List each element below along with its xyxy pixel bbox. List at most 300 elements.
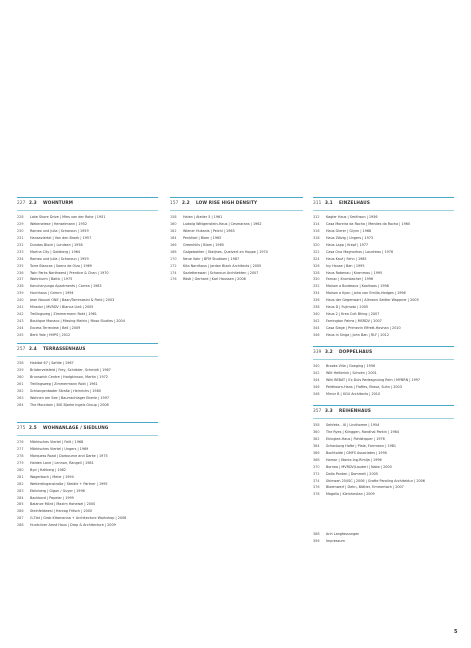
entry-title: Dallo Ponten | Dommeli | 2005 (326, 471, 378, 476)
entry-title: Trellingsveg | Zimmermann Rokt | 1961 (30, 312, 97, 317)
section-page-number: 357 (313, 408, 322, 413)
entry-page-number: 170 (170, 256, 177, 261)
entry-page-number: 234 (17, 256, 24, 261)
entry-title: Huntcliver Amst Hous | Drop & Architecture | 2009 (30, 523, 116, 528)
entry-title: Wagerbach | Meier | 1994 (30, 474, 74, 479)
entry-title: Brooks Villa | Goeging | 1956 (326, 364, 376, 368)
entry-page-number: 346 (313, 332, 320, 337)
entry-page-number: 244 (17, 326, 24, 330)
section-code: 3.2 (325, 349, 333, 354)
section-code: 3.3 (325, 408, 333, 413)
toc-section (313, 405, 454, 498)
toc-entry[interactable] (17, 304, 158, 311)
toc-entry[interactable] (17, 495, 158, 502)
entry-title: Wilt Heitbrink | Scholm | 2001 (326, 370, 377, 375)
entry-page-number: 342 (313, 319, 320, 324)
entry-page-number: 228 (17, 215, 24, 219)
entry-page-number: 344 (313, 377, 320, 382)
entry-title: Haus Zälzig | Ungers | 1973 (326, 235, 374, 240)
toc-entry[interactable] (17, 501, 158, 508)
entry-page-number: 278 (17, 453, 24, 458)
toc-entry[interactable] (313, 377, 454, 384)
entry-page-number: 372 (313, 471, 320, 476)
toc-section (313, 531, 454, 545)
entry-title: Rösti | Gerhard | Karl Haussen | 2008 (183, 277, 246, 282)
section-title: REIHENHAUS (339, 408, 372, 413)
entry-title: Ekinglee-Haus | Pohlstrpper | 1976 (326, 436, 385, 441)
entry-page-number: 164 (170, 235, 177, 240)
entry-title: Borneo | MVRDV/Lauderi | Nabe | 2000 (326, 464, 392, 469)
toc-entry[interactable] (17, 488, 158, 495)
entry-title: Trellingsweg | Zimmermann Rokt | 1961 (30, 381, 98, 386)
toc-entry[interactable] (17, 402, 158, 409)
toc-entry[interactable] (17, 481, 158, 488)
toc-entry[interactable] (313, 304, 454, 311)
toc-entry[interactable] (170, 235, 303, 242)
entry-title: Brüdervetsfeld | Frey, Schröder, Schmidt | 1967 (30, 367, 111, 372)
entry-page-number: 324 (313, 256, 320, 261)
entry-title: Farnac | Krumbacher | 1996 (326, 277, 374, 282)
section-page-number: 227 (17, 200, 26, 205)
entry-page-number: 235 (17, 263, 24, 268)
entry-page-number: 238 (17, 284, 24, 289)
toc-entry[interactable] (17, 325, 158, 332)
entry-title: Torre Blancas | Saenz de Oiza | 1969 (30, 263, 92, 268)
entry-page-number: 370 (313, 464, 320, 469)
toc-entry[interactable] (313, 422, 454, 429)
toc-entry[interactable] (313, 436, 454, 443)
entry-page-number: 232 (17, 242, 24, 247)
entry-page-number: 237 (17, 277, 24, 282)
toc-entry[interactable] (313, 263, 454, 270)
toc-entry[interactable] (17, 256, 158, 263)
entry-title: Hamor | Stanle-Ing-Rimlja | 1996 (326, 457, 382, 462)
toc-entry[interactable] (17, 453, 158, 460)
entry-title: Haus Kauf | Fehn | 1985 (326, 256, 367, 261)
entry-title: Casa Moreira da Rocha | Mendes da Rocha | 1960 (326, 221, 411, 226)
toc-entry[interactable] (17, 332, 158, 339)
toc-entry[interactable] (17, 360, 158, 367)
toc-entry[interactable] (313, 531, 454, 538)
section-page-number: 157 (170, 200, 179, 205)
entry-title: Kagler Haus | Smithson | 1956 (326, 215, 378, 219)
toc-entry[interactable] (313, 276, 454, 283)
entry-page-number: 358 (313, 423, 320, 427)
entry-page-number: 388 (313, 532, 320, 536)
entry-title: Galgebakker | Skeijnes, Quelvert en Hoppe | 1974 (183, 249, 268, 254)
section-code: 2.3 (29, 200, 37, 205)
entry-title: Lake Shore Drive | Mies van der Rohe | 1951 (30, 215, 106, 219)
entry-page-number: 172 (170, 263, 177, 268)
section-page-number: 339 (313, 349, 322, 354)
toc-entry[interactable] (313, 235, 454, 242)
section-page-number: 257 (17, 346, 26, 351)
entry-title: Twin Parks Northwest | Prentice & Chan | 1970 (30, 270, 109, 275)
toc-entry[interactable] (17, 395, 158, 402)
entry-page-number: 322 (313, 249, 320, 254)
toc-entry[interactable] (313, 457, 454, 464)
entry-page-number: 340 (313, 312, 320, 317)
entry-title: Bent Yale | HHPS | 2012 (30, 332, 71, 337)
toc-section (17, 422, 158, 529)
entry-page-number: 316 (313, 228, 320, 233)
section-code: 3.1 (325, 200, 333, 205)
section-title: WOHNTURM (43, 200, 74, 205)
entry-title: Greenhills | Blom | 1965 (183, 242, 224, 247)
toc-entry[interactable] (313, 478, 454, 485)
section-title: DOPPELHAUS (339, 349, 373, 354)
toc-entry[interactable] (170, 270, 303, 277)
toc-entry[interactable] (17, 381, 158, 388)
entry-page-number: 231 (17, 235, 24, 240)
entry-title: Marina City | Goldberg | 1964 (30, 249, 81, 254)
entry-page-number: 334 (313, 291, 320, 296)
entry-page-number: 283 (17, 488, 24, 493)
entry-page-number: 233 (17, 249, 24, 254)
section-subrule (17, 210, 158, 211)
entry-title: Neue Vahr | BFM Studioen | 1987 (183, 256, 240, 261)
toc-entry[interactable] (313, 318, 454, 325)
entry-title: Schonborg Hofte | Plaie, Forrmann | 1981 (326, 443, 397, 448)
entry-page-number: 348 (313, 391, 320, 396)
toc-entry[interactable] (313, 391, 454, 398)
toc-entry[interactable] (313, 332, 454, 339)
entry-title: Dundas Block | Lundsen | 1958 (30, 242, 83, 247)
entry-page-number: 330 (313, 277, 320, 282)
toc-section (313, 346, 454, 398)
toc-entry[interactable] (17, 263, 158, 270)
entry-title: Weberwiese | Henselmann | 1952 (30, 221, 88, 226)
entry-title: Boutique Monaco | Missing Matrix | Moso Studies | 2004 (30, 319, 125, 324)
entry-page-number: 396 (313, 538, 320, 543)
section-title: LOW RISE HIGH DENSITY (196, 200, 258, 205)
section-heading (313, 408, 454, 418)
entry-title: Wiener Hukanis | Peichl | 1963 (183, 228, 235, 233)
entry-title: Maison a Bordeaux | Koolhaas | 1998 (326, 284, 389, 289)
section-page-number: 311 (313, 200, 322, 205)
toc-entry[interactable] (313, 221, 454, 228)
toc-entry[interactable] (170, 214, 303, 221)
entry-page-number: 314 (313, 221, 320, 226)
entry-title: Peldhoorn-Haus | Flaffes, Ekeoz, Suhn | 2003 (326, 384, 402, 389)
entry-page-number: 312 (313, 215, 320, 219)
section-subrule (17, 435, 158, 436)
entry-page-number: 229 (17, 221, 24, 226)
entry-title: Jean Nouvel ONE | Baan/Tommasini & Field | 2003 (30, 298, 115, 303)
entry-title: The Mountain | BIG Bjarke Ingels Group | 2008 (30, 402, 109, 407)
entry-page-number: 174 (170, 270, 177, 275)
toc-entry[interactable] (17, 270, 158, 277)
entry-page-number: 288 (17, 523, 24, 528)
entry-page-number: 245 (17, 332, 24, 337)
entry-page-number: 362 (313, 436, 320, 441)
entry-page-number: 287 (17, 516, 24, 521)
section-subrule (313, 210, 454, 211)
section-rule (313, 197, 454, 198)
entry-page-number: 261 (17, 381, 24, 386)
entry-title: Haus der Gegenwart | Allmann Sattler Wappner | 2005 (326, 298, 419, 303)
entry-title: Haus 2 | Kreo Cuit Bhing | 2007 (326, 312, 380, 317)
entry-page-number: 284 (17, 495, 24, 500)
entry-page-number: 346 (313, 384, 320, 389)
toc-entry[interactable] (313, 370, 454, 377)
entry-title: Bloemwerf | Dehn, Böttler, Emmertach | 2007 (326, 485, 404, 490)
entry-page-number: 277 (17, 446, 24, 451)
toc-entry[interactable] (17, 235, 158, 242)
entry-title: Marquess Road | Darbourne and Darke | 1975 (30, 453, 108, 458)
entry-title: Haus Lapp | Krepf | 1977 (326, 242, 369, 247)
section-subrule (170, 210, 303, 211)
toc-entry[interactable] (17, 297, 158, 304)
entry-title: Byd | Hallberg | 1982 (30, 467, 66, 472)
toc-entry[interactable] (313, 228, 454, 235)
toc-entry[interactable] (313, 471, 454, 478)
entry-title: Shimsen 25/ISC | 2006 | Grafte Paroling Architektur | 2006 (326, 478, 425, 483)
section-rule (313, 346, 454, 347)
section-subrule (313, 418, 454, 419)
entry-title: Excess Terreview | Bell | 2009 (30, 326, 81, 330)
toc-entry[interactable] (17, 242, 158, 249)
toc-entry[interactable] (17, 508, 158, 515)
section-code: 2.5 (29, 425, 37, 430)
entry-page-number: 282 (17, 481, 24, 486)
entry-title: Romeo und Julia | Scharoun | 1959 (30, 256, 89, 261)
toc-entry[interactable] (17, 522, 158, 529)
toc-entry[interactable] (17, 439, 158, 446)
toc-entry[interactable] (17, 467, 158, 474)
section-heading (313, 200, 454, 210)
entry-page-number: 176 (170, 277, 177, 282)
toc-entry[interactable] (17, 228, 158, 235)
toc-entry[interactable] (170, 221, 303, 228)
toc-entry[interactable] (17, 515, 158, 522)
entry-page-number: 259 (17, 367, 24, 372)
entry-page-number: 338 (313, 305, 320, 310)
toc-entry[interactable] (170, 242, 303, 249)
section-title: WOHNANLAGE / SIEDLUNG (43, 425, 109, 430)
entry-title: Sehfeks - IX | Lindhomm | 1954 (326, 423, 380, 427)
entry-page-number: 336 (313, 298, 320, 303)
entry-title: Kanchanjunga Apartments | Correa | 1983 (30, 284, 102, 289)
entry-page-number: 280 (17, 467, 24, 472)
entry-title: Eblinberg | Gigon / Guyer | 1996 (30, 488, 85, 493)
page-number: 5 (454, 629, 458, 635)
toc-entry[interactable] (17, 460, 158, 467)
entry-page-number: 241 (17, 305, 24, 310)
entry-page-number: 264 (17, 402, 24, 407)
toc-entry[interactable] (17, 214, 158, 221)
section-heading (17, 200, 158, 210)
entry-title: Steinfeldwesl | Herzog Fritsch | 2000 (30, 509, 93, 514)
entry-page-number: 368 (313, 457, 320, 462)
toc-entry[interactable] (313, 283, 454, 290)
toc-entry[interactable] (17, 446, 158, 453)
toc-entry[interactable] (313, 242, 454, 249)
section-rule (17, 422, 158, 423)
entry-page-number: 378 (313, 492, 320, 497)
toc-entry[interactable] (313, 311, 454, 318)
entry-title: Habitat 67 | Safdie | 1967 (30, 361, 74, 365)
entry-page-number: 342 (313, 370, 320, 375)
entry-title: Impressum (326, 538, 345, 543)
toc-entry[interactable] (313, 290, 454, 297)
entry-title: Hansaviertel | Van den Broek | 1957 (30, 235, 92, 240)
entry-page-number: 242 (17, 312, 24, 317)
entry-page-number: 328 (313, 270, 320, 275)
toc-entry[interactable] (17, 474, 158, 481)
toc-entry[interactable] (313, 450, 454, 457)
entry-title: The Ryes | Kilnggen, Randhal Parkin | 1964 (326, 429, 399, 434)
entry-title: Casa Slege | Primevin Effrett-Hovhan | 2010 (326, 326, 401, 330)
toc-entry[interactable] (313, 363, 454, 370)
toc-entry[interactable] (170, 228, 303, 235)
toc-entry[interactable] (313, 538, 454, 545)
section-rule (313, 405, 454, 406)
toc-entry[interactable] (313, 384, 454, 391)
section-code: 2.2 (182, 200, 190, 205)
entry-title: Haus Gierer | Glynn | 1968 (326, 228, 372, 233)
entry-page-number: 258 (17, 361, 24, 365)
toc-entry[interactable] (170, 276, 303, 283)
toc-entry[interactable] (17, 276, 158, 283)
toc-entry[interactable] (313, 325, 454, 332)
entry-page-number: 240 (17, 298, 24, 303)
entry-title: Schlangenbader Straße | Heinrichs | 1980 (30, 388, 101, 393)
entry-title: Halen | Atelier 5 | 1961 (183, 215, 223, 219)
toc-entry[interactable] (313, 491, 454, 498)
entry-page-number: 168 (170, 249, 177, 254)
entry-title: Backbord | Popelar | 1999 (30, 495, 74, 500)
entry-title: Mirador | MVRDV / Blanca Lleó | 2005 (30, 305, 94, 310)
section-subrule (17, 356, 158, 357)
entry-page-number: 276 (17, 440, 24, 444)
toc-entry[interactable] (17, 283, 158, 290)
section-subrule (313, 359, 454, 360)
entry-title: Brunswick Centre | Hodgkinson, Martin | 1972 (30, 374, 108, 379)
toc-section (17, 197, 158, 339)
entry-page-number: 374 (313, 478, 320, 483)
toc-entry[interactable] (313, 256, 454, 263)
toc-entry[interactable] (313, 297, 454, 304)
toc-entry[interactable] (313, 270, 454, 277)
entry-title: Wiki BEBAT | Ex Duis Redesgnuing Rein / MYBRN | 1997 (326, 377, 421, 382)
entry-page-number: 263 (17, 395, 24, 400)
entry-title: Wohnturm | Baltic | 1975 (30, 277, 73, 282)
entry-title: Ivy House | Ban | 1995 (326, 263, 365, 268)
entry-title: Haus in Singa | John Ban | RLF | 2012 (326, 332, 389, 337)
toc-entry[interactable] (170, 263, 303, 270)
toc-section (313, 197, 454, 339)
entry-title: Penkfoel | Blom | 1965 (183, 235, 222, 240)
entry-title: Balance Mönt | Maxim Hoheisel | 2000 (30, 502, 96, 507)
toc-entry[interactable] (17, 221, 158, 228)
entry-title: Kita Nordhaus | Jordan Black Architects | 2005 (183, 263, 262, 268)
toc-entry[interactable] (313, 249, 454, 256)
section-rule (170, 197, 303, 198)
entry-title: Magello | Kleinheutan | 2009 (326, 492, 375, 497)
entry-page-number: 318 (313, 235, 320, 240)
entry-page-number: 326 (313, 263, 320, 268)
toc-entry[interactable] (313, 464, 454, 471)
section-title: EINZELHAUS (339, 200, 371, 205)
entry-title: Wohnen am See | Baumschlager Eberle | 1997 (30, 395, 110, 400)
entry-title: Romeo und Julia | Scharoun | 1959 (30, 228, 89, 233)
toc-entry[interactable] (313, 429, 454, 436)
entry-title: Märkisches Viertel | Feiß | 1968 (30, 440, 84, 444)
entry-page-number: 239 (17, 291, 24, 296)
entry-page-number: 243 (17, 319, 24, 324)
toc-entry[interactable] (313, 443, 454, 450)
entry-title: Haus D | Fujimoto | 2005 (326, 305, 369, 310)
entry-title: Hochhaus | Grimm | 1994 (30, 291, 74, 296)
section-title: TERRASSENHAUS (43, 346, 86, 351)
toc-entry[interactable] (17, 388, 158, 395)
section-heading (170, 200, 303, 210)
toc-section (170, 197, 303, 283)
toc-entry[interactable] (17, 374, 158, 381)
entry-page-number: 230 (17, 228, 24, 233)
entry-page-number: 162 (170, 228, 177, 233)
entry-page-number: 166 (170, 242, 177, 247)
toc-entry[interactable] (313, 484, 454, 491)
entry-title: Casa Ona Magnorhos | Loudreau | 1976 (326, 249, 394, 254)
entry-page-number: 360 (313, 429, 320, 434)
entry-page-number: 158 (170, 215, 177, 219)
toc-entry[interactable] (17, 311, 158, 318)
toc-section (17, 343, 158, 409)
entry-title: Farrington Palms | MSRDV | 2007 (326, 319, 382, 324)
toc-entry[interactable] (17, 290, 158, 297)
entry-page-number: 376 (313, 485, 320, 490)
section-heading (313, 349, 454, 359)
entry-page-number: 160 (170, 221, 177, 226)
entry-title: Weiterdingenstraße | Steidle + Partner | 1995 (30, 481, 108, 486)
section-rule (17, 343, 158, 344)
toc-entry[interactable] (170, 256, 303, 263)
entry-page-number: 344 (313, 326, 320, 330)
entry-title: Halden Lane | Lennon, Rangell | 1981 (30, 460, 94, 465)
entry-page-number: 236 (17, 270, 24, 275)
entry-title: Ludwig Wittgenstein-Haus | Cesmarans | 1962 (183, 221, 262, 226)
entry-title: G-Tlat | Grob Kitamanna + Architecture Workshop | 2006 (30, 516, 127, 521)
toc-entry[interactable] (17, 367, 158, 374)
entry-page-number: 286 (17, 509, 24, 514)
toc-entry[interactable] (170, 249, 303, 256)
entry-page-number: 279 (17, 460, 24, 465)
entry-page-number: 285 (17, 502, 24, 507)
toc-entry[interactable] (17, 318, 158, 325)
entry-title: Maison a Kyon | Joha van Emilio-Hodges | 1998 (326, 291, 406, 296)
entry-page-number: 366 (313, 450, 320, 455)
entry-page-number: 332 (313, 284, 320, 289)
toc-entry[interactable] (313, 214, 454, 221)
toc-entry[interactable] (17, 249, 158, 256)
entry-title: Anh Langfassungen (326, 532, 360, 536)
entry-page-number: 320 (313, 242, 320, 247)
entry-page-number: 364 (313, 443, 320, 448)
entry-page-number: 262 (17, 388, 24, 393)
entry-title: Bochtolde | GMFS Associates | 1990 (326, 450, 387, 455)
entry-page-number: 281 (17, 474, 24, 479)
section-code: 2.4 (29, 346, 37, 351)
entry-title: Haus Robenau | Krommau | 1995 (326, 270, 383, 275)
entry-title: Märkisches Viertel | Ungers | 1969 (30, 446, 89, 451)
section-page-number: 275 (17, 425, 26, 430)
section-heading (17, 346, 158, 356)
entry-title: Sozietierswan | Scharoun Architekten | 2007 (183, 270, 259, 275)
section-heading (17, 425, 158, 435)
section-rule (17, 197, 158, 198)
